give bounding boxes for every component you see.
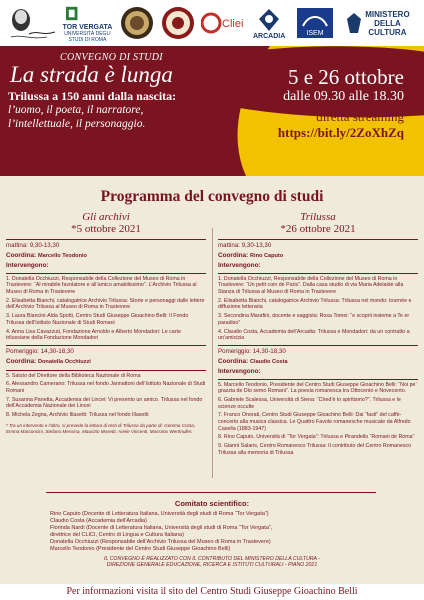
divider bbox=[6, 345, 206, 346]
speakers-label: Intervengono: bbox=[218, 261, 261, 269]
seal-logo-2 bbox=[158, 3, 198, 43]
streaming-label: diretta streaming bbox=[316, 109, 404, 124]
speakers-label: Intervengono: bbox=[6, 261, 49, 269]
scientific-committee bbox=[0, 492, 424, 568]
divider bbox=[218, 239, 418, 240]
divider bbox=[6, 370, 206, 371]
column-divider bbox=[212, 228, 213, 478]
readings-note: * Tra un intervento e l’altro, si prevede la lettura di testi di Trilussa da parte di: Gemma Costa, Emma Marconcini, Stefano Messina, Maurizio Mosetti, Ariele Vincenti, Massimo Wertmuller. bbox=[6, 422, 196, 434]
event-subtitle: Trilussa a 150 anni dalla nascita: bbox=[8, 89, 177, 103]
list-item: 6. Alessandro Camerano: Trilussa nel fondo Jannattoni dell’Istituto Nazionale di Studi Romani bbox=[6, 381, 206, 394]
isem-logo bbox=[293, 3, 337, 43]
list-item: 7. Susanna Panetta, Accademia dei Lincei: Vi presento un amico. Trilussa nel fondo dell’Accademia Nazionale dei Lincei bbox=[6, 396, 203, 410]
list-item: 3. Secondina Marafini, docente e saggista: Rosa Tomei: “e scoprii insieme a Te er paradiso” bbox=[218, 313, 410, 326]
ministero-logo: MINISTERO DELLA CULTURA bbox=[338, 3, 418, 43]
list-item: 3. Laura Biancini-Alda Spotti, Centro Studi Giuseppe Gioachino Belli: Il Fondo Trilussa dell’Istituto Nazionale di Studi Romani bbox=[6, 313, 189, 326]
committee-rule-top bbox=[46, 492, 376, 493]
signature-logo bbox=[6, 3, 58, 43]
list-item: 9. Gianni Salaris, Centro Romanesco Trilussa: Il contributo del Centro Romanesco Trilussa alla memoria di Trilussa bbox=[218, 443, 412, 456]
speakers-label: Intervengono: bbox=[218, 367, 261, 375]
hero-banner bbox=[0, 46, 424, 176]
program-section bbox=[0, 176, 424, 584]
column-heading: Trilussa bbox=[300, 211, 336, 223]
morning-time: mattina: 9,30-13,30 bbox=[6, 242, 60, 249]
divider bbox=[218, 273, 418, 274]
divider bbox=[6, 273, 206, 274]
list-item: 7. Franco Onorati, Centro Studi Giuseppe Gioachino Belli: Dai “fasti” del caffè-concerto alla musica classica. Le Quattro Favole romanesche musicate da Alfredo Casella (1883-1947) bbox=[218, 412, 411, 432]
list-item: 5. Saluto del Direttore della Biblioteca Nazionale di Roma bbox=[6, 372, 141, 379]
list-item: Claudio Costa (Accademia dell’Arcadia) bbox=[50, 518, 147, 524]
tor-vergata-logo: TOR VERGATA UNIVERSITÀ DEGLI STUDI DI ROMA bbox=[59, 3, 115, 43]
logos-row bbox=[0, 0, 424, 46]
date-box bbox=[240, 66, 424, 141]
event-title: La strada è lunga bbox=[10, 62, 173, 87]
list-item: 1. Donatella Occhiuzzi, Responsabile della Collezione del Museo di Roma in Trastevere: “Al mirabile favolatore e all’amico amabilissimo”. L’Archivio Trilussa al Museo di Roma in Trastevere bbox=[6, 275, 197, 295]
streaming-link[interactable]: https://bit.ly/2ZoXhZq bbox=[277, 125, 404, 140]
list-item: Florinda Nardi (Docente di Letteratura Italiana, Università degli studi di Roma “Tor Vergata”, bbox=[50, 525, 273, 531]
clieci-logo bbox=[200, 3, 246, 43]
event-dates: 5 e 26 ottobre bbox=[287, 65, 404, 89]
list-item: Rino Caputo (Docente di Letteratura Italiana, Università degli studi di Roma “Tor Vergata”) bbox=[50, 511, 269, 517]
coordinator: Coordina: Marcello Teodonio bbox=[6, 251, 87, 259]
list-item: 6. Gabriele Scalessa, Università di Siena: “Ched’è lo spiritismo?”. Trilussa e le scienze occulte bbox=[218, 396, 401, 410]
list-item: 8. Rino Caputo, Università di “Tor Vergata”: Trilussa e Pirandello “Romani de Roma” bbox=[218, 434, 415, 441]
committee-list bbox=[0, 511, 424, 553]
event-hours: dalle 09.30 alle 18.30 bbox=[283, 89, 404, 104]
funding-note-line2: DIREZIONE GENERALE EDUCAZIONE, RICERCA E ISTITUTI CULTURALI - PIANO 2021 bbox=[106, 562, 318, 569]
coordinator: Coordina: Donatella Occhiuzzi bbox=[6, 357, 91, 365]
coordinator: Coordina: Claudio Costa bbox=[218, 357, 288, 365]
column-date: *26 ottobre 2021 bbox=[280, 223, 356, 235]
svg-text:ISEM: ISEM bbox=[305, 30, 324, 37]
info-footer: Per informazioni visita il sito del Centro Studi Giuseppe Gioachino Belli bbox=[0, 584, 424, 600]
afternoon-time: Pomeriggio: 14,30-18,30 bbox=[6, 347, 74, 355]
event-subtitle-line2: l’intellettuale, il personaggio. bbox=[8, 118, 146, 130]
committee-title: Comitato scientifico: bbox=[174, 499, 250, 508]
hero-text bbox=[8, 52, 258, 131]
list-item: direttrice del CLICI, Centro di Lingua e Cultura Italiana) bbox=[50, 532, 184, 538]
list-item: Marcello Teodonio (Presidente del Centro Studi Giuseppe Gioachino Belli) bbox=[50, 546, 231, 552]
seal-logo-1 bbox=[117, 3, 157, 43]
svg-text:Cliei: Cliei bbox=[221, 18, 244, 30]
list-item: 2. Elisabetta Bianchi, catalogatrice Archivio Trilussa: Storie e personaggi dalle lettere dell’Archivio Trilussa al Museo di Roma in Trastevere bbox=[6, 297, 205, 311]
list-item: 2. Elisabetta Bianchi, catalogatrice Archivio Trilussa: Trilussa nel mondo: tournée e diffusione letteraria bbox=[218, 297, 412, 311]
list-item: 5. Marcello Teodonio, Presidente del Centro Studi Giuseppe Gioachino Belli: “Noi pe’ grazzia de Dio semo Romani”. La poesia romanesca tra Ottocento e Novecento. bbox=[218, 381, 417, 395]
convegno-label: CONVEGNO DI STUDI bbox=[60, 52, 163, 63]
event-subtitle-line1: l’uomo, il poeta, il narratore, bbox=[8, 104, 144, 116]
list-item: 1. Donatella Occhiuzzi, Responsabile della Collezione del Museo di Roma in Trastevere: “Un petit coin de Paris”. Dalla casa studio di via Maria Adelaide alla Stanza di Trilussa al Museo di Roma in Trastevere bbox=[218, 275, 404, 295]
column-heading: Gli archivi bbox=[82, 211, 130, 223]
divider bbox=[218, 379, 418, 380]
list-item: 4. Claudio Costa, Accademia dell’Arcadia: Trilussa e Mondadori: da un contratto a un’amicizia bbox=[218, 328, 410, 342]
funding-note-line1: IL CONVEGNO È REALIZZATO CON IL CONTRIBUTO DEL MINISTERO DELLA CULTURA - bbox=[104, 556, 320, 562]
divider bbox=[218, 345, 418, 346]
list-item: 8. Michela Zegna, Archivio Illasetti: Trilussa nel fondo Illasetti bbox=[6, 412, 149, 419]
program-title: Programma del convegno di studi bbox=[100, 188, 324, 205]
arcadia-logo: ARCADIA bbox=[247, 3, 291, 43]
coordinator: Coordina: Rino Caputo bbox=[218, 251, 284, 259]
afternoon-time: Pomeriggio: 14,30-18,30 bbox=[218, 347, 286, 355]
column-date: *5 ottobre 2021 bbox=[71, 223, 141, 235]
program-column-right bbox=[218, 212, 418, 457]
list-item: 4. Anna Lisa Cavazzuti, Fondazione Arnoldo e Alberto Mondadori: Le carte trilussiane della Fondazione Mondadori bbox=[6, 328, 181, 342]
morning-time: mattina: 9,30-13,30 bbox=[218, 242, 272, 249]
program-column-left bbox=[6, 212, 206, 434]
divider bbox=[6, 239, 206, 240]
list-item: Donatella Occhiuzzi (Responsabile dell’Archivio Trilussa del Museo di Roma in Trastevere) bbox=[50, 539, 271, 545]
